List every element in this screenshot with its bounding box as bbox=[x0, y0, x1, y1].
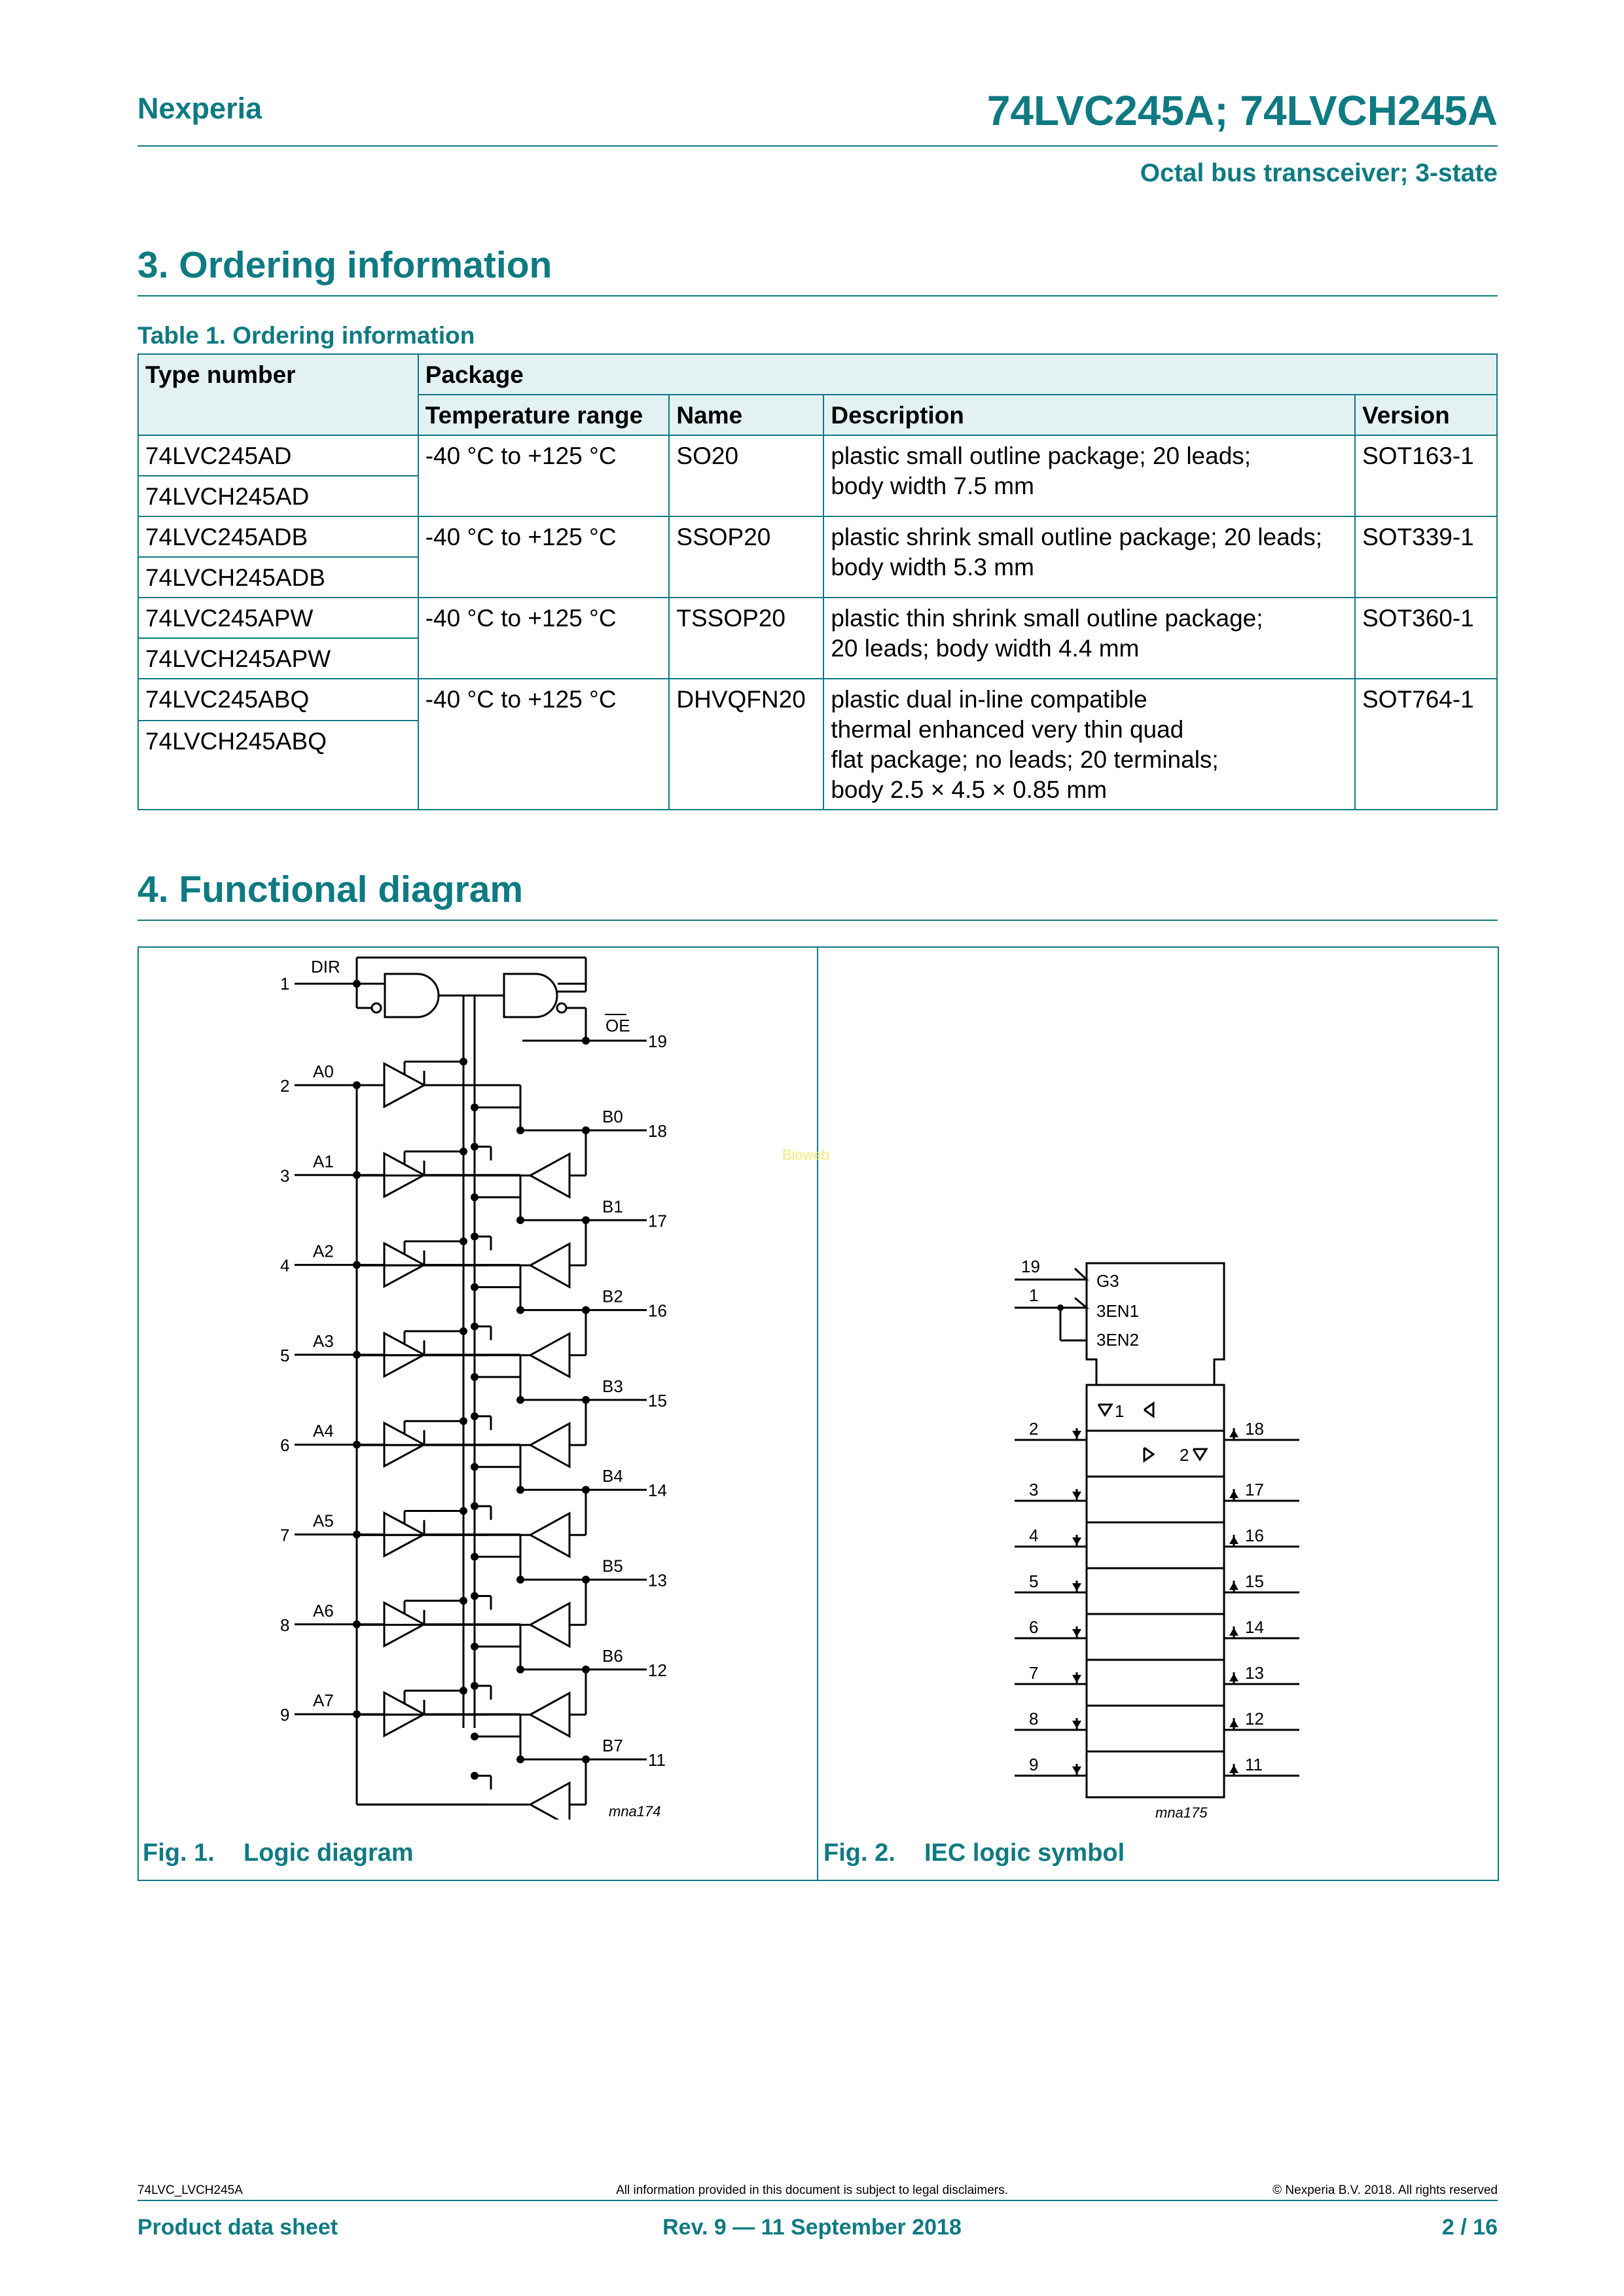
junction-dot bbox=[471, 1592, 478, 1600]
junction-dot bbox=[471, 1103, 478, 1111]
junction-dot bbox=[582, 1396, 590, 1404]
junction-dot bbox=[353, 1171, 361, 1179]
b-label: B6 bbox=[602, 1645, 623, 1666]
a-label: A5 bbox=[313, 1511, 334, 1531]
a-pin-number: 2 bbox=[280, 1076, 290, 1096]
footer-divider bbox=[137, 2200, 1498, 2201]
column-header-temperature: Temperature range bbox=[418, 395, 670, 435]
a-pin-number: 4 bbox=[280, 1255, 290, 1276]
table-row bbox=[138, 435, 1497, 476]
column-header-description: Description bbox=[823, 395, 1355, 435]
junction-dot bbox=[353, 1710, 361, 1718]
junction-dot bbox=[582, 1126, 590, 1134]
figure-code: mna175 bbox=[1155, 1804, 1208, 1821]
figure-caption-title: IEC logic symbol bbox=[924, 1839, 1125, 1867]
description-line: body 2.5 × 4.5 × 0.85 mm bbox=[831, 776, 1108, 803]
footer-disclaimer: All information provided in this document is subject to legal disclaimers. bbox=[616, 2183, 1008, 2197]
oe-label: OE bbox=[605, 1016, 630, 1035]
down-arrow-icon bbox=[1072, 1583, 1081, 1591]
junction-dot bbox=[471, 1232, 478, 1240]
table-row bbox=[138, 598, 1497, 638]
reverse-buffer bbox=[530, 1424, 569, 1467]
description-line: plastic small outline package; 20 leads; bbox=[831, 442, 1252, 469]
junction-dot bbox=[471, 1682, 478, 1690]
a-label: A2 bbox=[313, 1241, 334, 1261]
up-arrow-icon bbox=[1229, 1674, 1238, 1681]
column-header-type-number: Type number bbox=[138, 354, 418, 435]
section-divider bbox=[137, 920, 1498, 921]
a-label: A3 bbox=[313, 1331, 334, 1351]
left-pin-number: 6 bbox=[1029, 1617, 1039, 1637]
b-pin-number: 11 bbox=[648, 1750, 666, 1770]
iec-cell-label-2: 2 bbox=[1180, 1445, 1189, 1465]
dir-pin-number: 1 bbox=[280, 974, 290, 994]
right-pin-number: 18 bbox=[1245, 1419, 1264, 1439]
b-label: B3 bbox=[602, 1376, 623, 1396]
package-name-cell: SSOP20 bbox=[669, 516, 823, 598]
type-number-cell: 74LVC245AD bbox=[138, 435, 418, 476]
document-subtitle: Octal bus transceiver; 3-state bbox=[1140, 159, 1498, 187]
figure-caption-title: Logic diagram bbox=[244, 1839, 414, 1867]
reverse-buffer bbox=[530, 1244, 569, 1287]
iec-label-3en2: 3EN2 bbox=[1096, 1330, 1140, 1350]
down-arrow-icon bbox=[1072, 1721, 1081, 1729]
junction-dot bbox=[471, 1283, 478, 1291]
up-arrow-icon bbox=[1229, 1429, 1238, 1437]
junction-dot bbox=[516, 1486, 524, 1494]
junction-dot bbox=[471, 1502, 478, 1510]
junction-dot bbox=[353, 1261, 361, 1269]
b-pin-number: 15 bbox=[648, 1390, 667, 1410]
reverse-buffer bbox=[530, 1334, 569, 1377]
junction-dot bbox=[460, 1687, 467, 1695]
type-number-cell: 74LVCH245AD bbox=[138, 476, 418, 516]
description-cell bbox=[823, 598, 1355, 679]
footer-page-number: 2 / 16 bbox=[1441, 2215, 1498, 2240]
description-cell bbox=[823, 435, 1355, 516]
dir-label: DIR bbox=[311, 957, 340, 977]
figure-caption-number: Fig. 2. bbox=[823, 1839, 895, 1867]
junction-dot bbox=[353, 1081, 361, 1089]
iec-label-3en1: 3EN1 bbox=[1096, 1301, 1140, 1321]
type-number-cell: 74LVC245ABQ bbox=[138, 679, 418, 721]
right-pin-number: 12 bbox=[1245, 1709, 1264, 1729]
version-cell: SOT360-1 bbox=[1355, 598, 1497, 679]
up-arrow-icon bbox=[1229, 1719, 1238, 1727]
column-header-name: Name bbox=[669, 395, 823, 435]
description-cell bbox=[823, 679, 1355, 810]
junction-dot bbox=[353, 1531, 361, 1539]
right-pin-number: 15 bbox=[1245, 1571, 1264, 1591]
figure-code: mna174 bbox=[609, 1803, 661, 1820]
b-pin-number: 14 bbox=[648, 1480, 667, 1501]
package-name-cell: DHVQFN20 bbox=[669, 679, 823, 810]
figure-caption-number: Fig. 1. bbox=[143, 1839, 215, 1867]
a-pin-number: 5 bbox=[280, 1345, 290, 1365]
document-title: 74LVC245A; 74LVCH245A bbox=[986, 87, 1498, 134]
junction-dot bbox=[471, 1643, 478, 1651]
description-line: flat package; no leads; 20 terminals; bbox=[831, 746, 1219, 773]
up-arrow-icon bbox=[1229, 1536, 1238, 1544]
junction-dot bbox=[516, 1576, 524, 1584]
footer-revision: Rev. 9 — 11 September 2018 bbox=[662, 2215, 962, 2240]
type-number-cell: 74LVCH245ABQ bbox=[138, 721, 418, 810]
a-label: A4 bbox=[313, 1421, 334, 1441]
right-pin-number: 14 bbox=[1245, 1617, 1264, 1637]
left-pin-number: 2 bbox=[1029, 1419, 1039, 1439]
left-pin-number: 4 bbox=[1029, 1526, 1039, 1545]
junction-dot bbox=[582, 1216, 590, 1224]
description-line: 20 leads; body width 4.4 mm bbox=[831, 635, 1140, 662]
a-label: A0 bbox=[313, 1062, 334, 1081]
left-pin-number: 7 bbox=[1029, 1663, 1039, 1683]
description-cell bbox=[823, 516, 1355, 598]
junction-dot bbox=[460, 1238, 467, 1246]
brand-name: Nexperia bbox=[137, 92, 262, 125]
up-arrow-icon bbox=[1229, 1765, 1238, 1773]
down-arrow-icon bbox=[1072, 1767, 1081, 1774]
iec-logic-symbol bbox=[1001, 1244, 1329, 1833]
logic-diagram bbox=[262, 942, 720, 1820]
left-pin-number: 9 bbox=[1029, 1755, 1039, 1774]
package-name-cell: TSSOP20 bbox=[669, 598, 823, 679]
junction-dot bbox=[460, 1507, 467, 1515]
table-row bbox=[138, 516, 1497, 557]
junction-dot bbox=[582, 1755, 590, 1763]
type-number-cell: 74LVC245APW bbox=[138, 598, 418, 638]
temperature-cell: -40 °C to +125 °C bbox=[418, 598, 670, 679]
type-number-cell: 74LVCH245APW bbox=[138, 638, 418, 679]
temperature-cell: -40 °C to +125 °C bbox=[418, 516, 670, 598]
version-cell: SOT163-1 bbox=[1355, 435, 1497, 516]
iec-pin-19: 19 bbox=[1021, 1257, 1040, 1276]
junction-dot bbox=[582, 1576, 590, 1584]
junction-dot bbox=[516, 1306, 524, 1314]
up-arrow-icon bbox=[1229, 1490, 1238, 1498]
b-label: B5 bbox=[602, 1556, 623, 1576]
right-pin-number: 13 bbox=[1245, 1663, 1264, 1683]
section-title-ordering: 3. Ordering information bbox=[137, 244, 552, 286]
junction-dot bbox=[516, 1126, 524, 1134]
b-label: B0 bbox=[602, 1107, 623, 1126]
b-pin-number: 13 bbox=[648, 1570, 667, 1590]
version-cell: SOT764-1 bbox=[1355, 679, 1497, 810]
junction-dot bbox=[471, 1463, 478, 1471]
a-label: A1 bbox=[313, 1151, 334, 1172]
description-line: thermal enhanced very thin quad bbox=[831, 716, 1184, 743]
column-header-version: Version bbox=[1355, 395, 1497, 435]
b-pin-number: 12 bbox=[648, 1660, 667, 1680]
a-pin-number: 6 bbox=[280, 1435, 290, 1456]
junction-dot bbox=[516, 1216, 524, 1224]
up-arrow-icon bbox=[1229, 1628, 1238, 1636]
reverse-buffer bbox=[530, 1154, 569, 1197]
down-arrow-icon bbox=[1072, 1629, 1081, 1637]
right-pin-number: 16 bbox=[1245, 1526, 1264, 1545]
junction-dot bbox=[582, 1486, 590, 1494]
junction-dot bbox=[460, 1327, 467, 1335]
down-arrow-icon bbox=[1072, 1431, 1081, 1439]
reverse-buffer bbox=[530, 1693, 569, 1736]
b-label: B4 bbox=[602, 1466, 623, 1486]
footer-document-id: 74LVC_LVCH245A bbox=[137, 2183, 243, 2197]
b-pin-number: 16 bbox=[648, 1300, 667, 1321]
b-label: B7 bbox=[602, 1736, 623, 1756]
junction-dot bbox=[516, 1755, 524, 1763]
junction-dot bbox=[471, 1772, 478, 1780]
a-label: A7 bbox=[313, 1691, 334, 1711]
reverse-buffer bbox=[530, 1783, 569, 1820]
junction-dot bbox=[582, 1666, 590, 1674]
table-caption: Table 1. Ordering information bbox=[137, 322, 475, 349]
iec-pin-1: 1 bbox=[1029, 1285, 1039, 1305]
temperature-cell: -40 °C to +125 °C bbox=[418, 435, 670, 516]
left-pin-number: 5 bbox=[1029, 1571, 1039, 1591]
description-line: body width 5.3 mm bbox=[831, 554, 1034, 581]
junction-dot bbox=[471, 1553, 478, 1561]
iec-cell-label-1: 1 bbox=[1115, 1401, 1125, 1421]
table-row bbox=[138, 679, 1497, 721]
down-arrow-icon bbox=[1072, 1537, 1081, 1545]
junction-dot bbox=[353, 1621, 361, 1628]
junction-dot bbox=[460, 1417, 467, 1425]
package-name-cell: SO20 bbox=[669, 435, 823, 516]
description-line: body width 7.5 mm bbox=[831, 473, 1034, 499]
junction-dot bbox=[353, 1351, 361, 1359]
a-pin-number: 8 bbox=[280, 1615, 290, 1635]
b-pin-number: 18 bbox=[648, 1121, 667, 1141]
type-number-cell: 74LVC245ADB bbox=[138, 516, 418, 557]
iec-label-g3: G3 bbox=[1096, 1271, 1119, 1291]
watermark-text: Bioweb bbox=[782, 1147, 830, 1163]
left-pin-number: 3 bbox=[1029, 1480, 1039, 1499]
version-cell: SOT339-1 bbox=[1355, 516, 1497, 598]
junction-dot bbox=[471, 1193, 478, 1201]
junction-dot bbox=[471, 1732, 478, 1740]
junction-dot bbox=[460, 1597, 467, 1605]
b-pin-number: 17 bbox=[648, 1211, 667, 1231]
footer-document-type: Product data sheet bbox=[137, 2215, 338, 2240]
junction-dot bbox=[471, 1373, 478, 1381]
oe-pin-number: 19 bbox=[648, 1031, 667, 1051]
a-pin-number: 7 bbox=[280, 1525, 290, 1545]
junction-dot bbox=[471, 1323, 478, 1331]
reverse-buffer bbox=[530, 1604, 569, 1647]
section-divider bbox=[137, 295, 1498, 296]
section-title-functional: 4. Functional diagram bbox=[137, 869, 524, 910]
junction-dot bbox=[516, 1396, 524, 1404]
description-line: plastic thin shrink small outline package; bbox=[831, 605, 1263, 632]
left-pin-number: 8 bbox=[1029, 1709, 1039, 1729]
description-line: plastic dual in-line compatible bbox=[831, 686, 1147, 713]
a-pin-number: 3 bbox=[280, 1166, 290, 1186]
down-arrow-icon bbox=[1072, 1675, 1081, 1683]
a-label: A6 bbox=[313, 1600, 334, 1621]
junction-dot bbox=[471, 1143, 478, 1151]
temperature-cell: -40 °C to +125 °C bbox=[418, 679, 670, 810]
b-label: B2 bbox=[602, 1286, 623, 1306]
b-label: B1 bbox=[602, 1196, 623, 1217]
right-pin-number: 11 bbox=[1245, 1755, 1263, 1774]
reverse-buffer bbox=[530, 1513, 569, 1556]
up-arrow-icon bbox=[1229, 1582, 1238, 1590]
down-arrow-icon bbox=[1072, 1492, 1081, 1499]
junction-dot bbox=[460, 1058, 467, 1066]
junction-dot bbox=[471, 1412, 478, 1420]
a-pin-number: 9 bbox=[280, 1705, 290, 1725]
header-divider bbox=[137, 145, 1498, 147]
footer-copyright: © Nexperia B.V. 2018. All rights reserved bbox=[1272, 2183, 1498, 2197]
junction-dot bbox=[353, 1441, 361, 1448]
type-number-cell: 74LVCH245ADB bbox=[138, 557, 418, 598]
right-pin-number: 17 bbox=[1245, 1480, 1264, 1499]
figure-divider bbox=[817, 946, 818, 1881]
ordering-table bbox=[137, 353, 1498, 810]
junction-dot bbox=[516, 1666, 524, 1674]
column-header-package: Package bbox=[418, 354, 1497, 395]
description-line: plastic shrink small outline package; 20 leads; bbox=[831, 524, 1323, 550]
junction-dot bbox=[460, 1147, 467, 1155]
junction-dot bbox=[582, 1306, 590, 1314]
